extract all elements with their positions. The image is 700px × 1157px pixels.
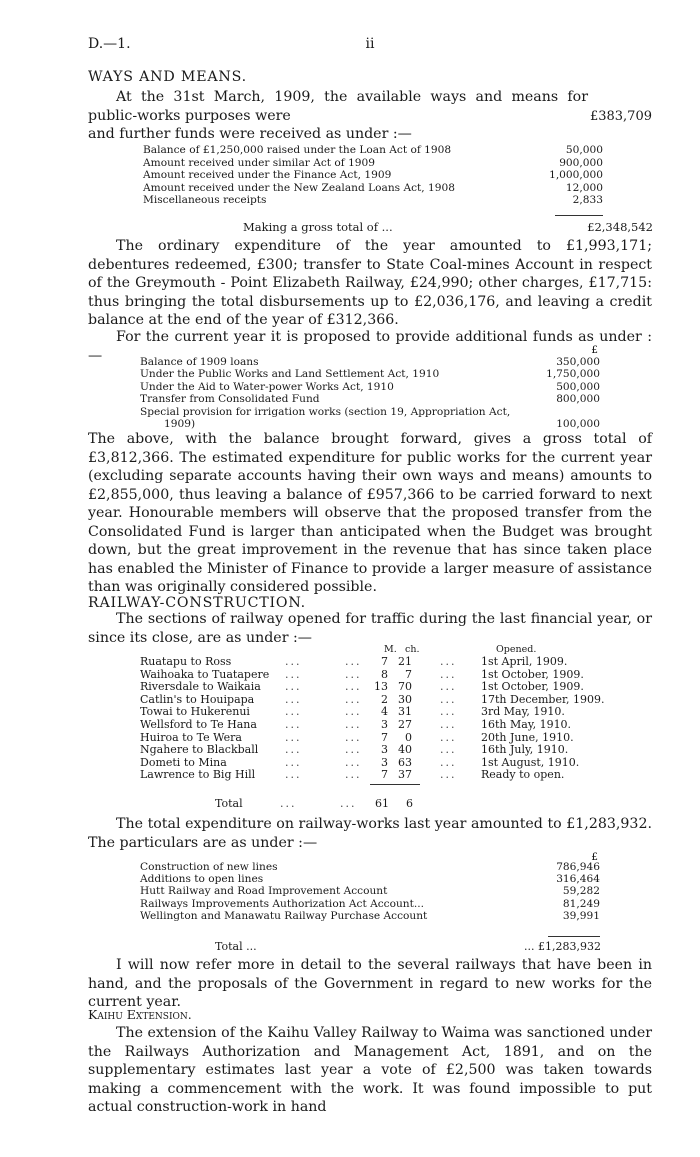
ways-receipt-row: Miscellaneous receipts 2,833 (143, 194, 603, 207)
col-opened-header: Opened. (496, 644, 537, 655)
page-number: ii (365, 36, 375, 52)
rail-section-row: Waihoaka to Tuatapere 8 7 1st October, 1909. ... ... ... (140, 667, 584, 681)
rail-section-row: Towai to Hukerenui 4 31 3rd May, 1910. ... ... ... (140, 705, 565, 719)
rail-total-row: Total ... ... 61 6 (215, 797, 413, 810)
ways-proposed-row: Transfer from Consolidated Fund 800,000 (140, 393, 600, 406)
ways-proposed-row: Under the Public Works and Land Settlement Act, 1910 1,750,000 (140, 368, 600, 381)
rail-expenditure-row: Hutt Railway and Road Improvement Account 59,282 (140, 885, 600, 898)
ways-further: and further funds were received as under :— (88, 126, 412, 142)
kaihu-para: The extension of the Kaihu Valley Railway to Waima was sanctioned under the Railways Authorization and Management Act, 1891, and on the supplementary estimates last year a vote of £2,500 was taken towards making a commencement with the work. It was found impossible to put actual construction-work in hand (88, 1025, 652, 1115)
rail-total-rule (370, 784, 420, 785)
ways-proposed-row: Balance of 1909 loans 350,000 (140, 356, 600, 368)
rail-section-row: Riversdale to Waikaia 13 70 1st October, 1909. ... ... ... (140, 680, 584, 694)
rail-section-row: Huiroa to Te Wera 7 0 20th June, 1910. ... ... ... (140, 730, 574, 744)
rail-section-row: Lawrence to Big Hill 7 37 Ready to open. ... ... ... (140, 768, 565, 782)
ways-proposed-row: Under the Aid to Water-power Works Act, 1910 500,000 (140, 380, 600, 393)
rail-items-rule (548, 936, 600, 937)
railway-para-total: The total expenditure on railway-works last year amounted to £1,283,932. The particulars are as under :— (88, 816, 652, 851)
rail-expenditure-row: Additions to open lines 316,464 (140, 873, 600, 886)
ways-heading: WAYS AND MEANS. (88, 69, 247, 85)
ways-receipt-row: Amount received under the Finance Act, 1909 1,000,000 (143, 169, 603, 182)
kaihu-heading: Kaihu Extension. (88, 1007, 192, 1022)
ways-gross-row: Making a gross total of ... £2,348,542 (243, 220, 653, 234)
railway-para-refer: I will now refer more in detail to the several railways that have been in hand, and the proposals of the Government in regard to new works for the current year. (88, 957, 652, 1010)
rail-section-row: Wellsford to Te Hana 3 27 16th May, 1910. ... ... ... (140, 718, 572, 731)
railway-heading: RAILWAY-CONSTRUCTION. (88, 595, 306, 611)
rail-expenditure-row: Wellington and Manawatu Railway Purchase Account 39,991 (140, 909, 600, 922)
ways-receipt-row: Amount received under the New Zealand Loans Act, 1908 12,000 (143, 181, 603, 194)
ways-intro-amount: £383,709 (589, 109, 652, 124)
rail-section-row: Catlin's to Houipapa 2 30 17th December, 1909. ... ... ... (140, 692, 605, 706)
ways-proposed-row: 1909) 100,000 (164, 418, 600, 430)
ways-intro: At the 31st March, 1909, the available ways and means for public-works purposes were (88, 89, 588, 124)
ways-para-expenditure: The ordinary expenditure of the year amounted to £1,993,171; debentures redeemed, £300; transfer to State Coal-mines Account in respect of the Greymouth - Point Elizabeth Railway, £24,990; other charges, £17,715: thus bringing the total disbursements up to £2,036,176, and leaving a credit balance at the end of the year of £312,366. (88, 238, 652, 328)
rail-section-row: Ngahere to Blackball 3 40 16th July, 1910. ... ... ... (140, 743, 569, 757)
ways-receipt-row: Amount received under similar Act of 1909 900,000 (143, 156, 603, 169)
ways-proposed-row: Special provision for irrigation works (section 19, Appropriation Act, (140, 405, 511, 418)
rail-section-row: Dometi to Mina 3 63 1st August, 1910. ... ... ... (140, 755, 580, 769)
ways-sum-rule (555, 215, 603, 216)
ways-para-summary: The above, with the balance brought forward, gives a gross total of £3,812,366. The estimated expenditure for public works for the current year (excluding separate accounts having their own ways and means) amounts to £2,855,000, thus leaving a balance of £957,366 to be carried forward to next year. Honourable members will observe that the proposed transfer from the Consolidated Fund is larger than anticipated when the Budget was brought down, but the great improvement in the revenue that has since taken place has enabled the Minister of Finance to provide a larger measure of assistance than was originally considered possible. (88, 431, 652, 595)
col-chains-header: ch. (405, 644, 420, 655)
rail-expenditure-row: Railways Improvements Authorization Act Account... 81,249 (140, 897, 600, 910)
rail-pound-sign: £ (591, 851, 598, 863)
rail-section-row: Ruatapu to Ross 7 21 1st April, 1909. ... ... ... (140, 655, 568, 668)
page-header (88, 36, 652, 56)
rail-expenditure-row: Construction of new lines 786,946 (140, 861, 600, 873)
col-miles-header: M. (384, 644, 397, 655)
railway-intro: The sections of railway opened for traffic during the last financial year, or since its close, are as under :— (88, 611, 652, 646)
ways-receipt-row: Balance of £1,250,000 raised under the Loan Act of 1908 50,000 (143, 144, 603, 156)
ways-para-proposed: For the current year it is proposed to provide additional funds as under :— (88, 329, 652, 364)
rail-items-total-row: Total ... ... £1,283,932 (215, 940, 601, 953)
ways-pound-sign: £ (591, 344, 598, 356)
document-code: D.—1. (88, 36, 131, 52)
